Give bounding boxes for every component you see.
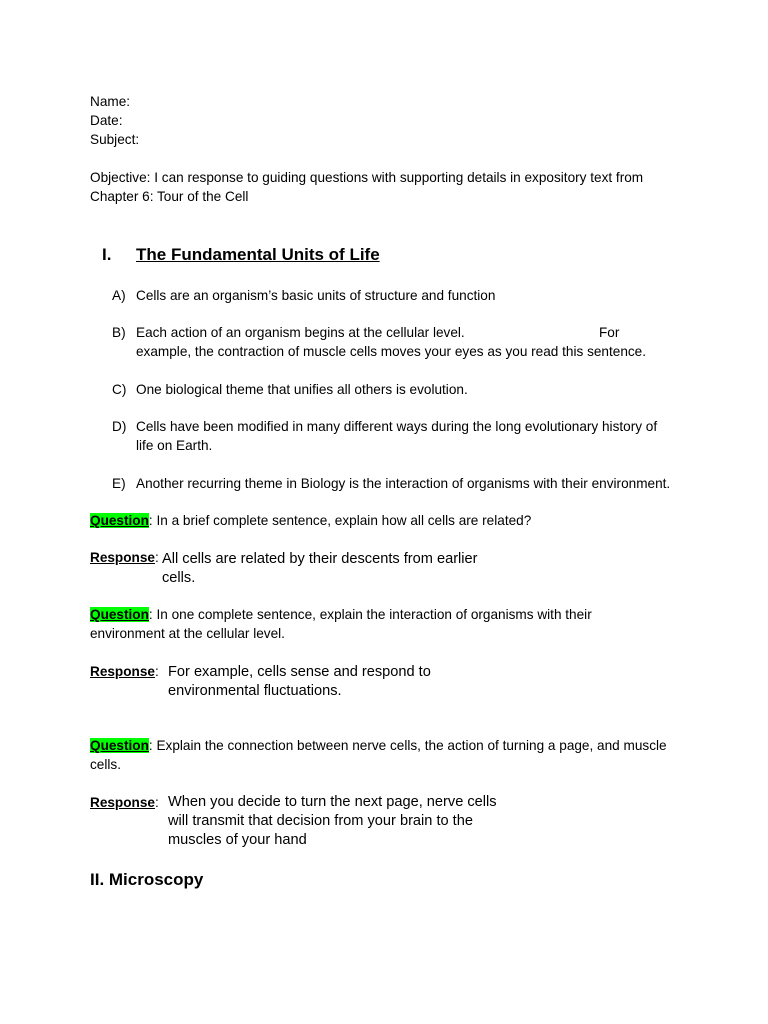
question-2	[90, 605, 592, 624]
response-2-line-2: environmental fluctuations.	[168, 683, 342, 699]
question-3	[90, 736, 667, 755]
list-item-a-text: Cells are an organism’s basic units of structure and function	[136, 288, 496, 303]
question-label: Question	[90, 738, 149, 753]
question-label: Question	[90, 513, 149, 528]
response-2-label-row	[90, 662, 159, 681]
list-item-c-text: One biological theme that unifies all others is evolution.	[136, 382, 468, 397]
question-3-line-2: cells.	[90, 757, 121, 772]
list-item-a-letter: A)	[112, 288, 126, 303]
response-label: Response	[90, 795, 155, 810]
question-2-line-2: environment at the cellular level.	[90, 626, 285, 641]
list-item-c-letter: C)	[112, 382, 127, 397]
question-1	[90, 511, 531, 530]
name-label: Name:	[90, 94, 131, 109]
response-separator: :	[154, 795, 159, 810]
response-3-line-2: will transmit that decision from your brain to the	[168, 813, 473, 829]
list-item-b-text-2: For	[599, 325, 620, 340]
section-2-title: II. Microscopy	[90, 870, 204, 889]
list-item-b-text-1: Each action of an organism begins at the cellular level.	[136, 325, 465, 340]
section-1-title: The Fundamental Units of Life	[136, 245, 380, 264]
response-separator: :	[154, 664, 159, 679]
objective-line-1: Objective: I can response to guiding questions with supporting details in expository text from	[90, 170, 644, 185]
list-item-b-text-3: example, the contraction of muscle cells moves your eyes as you read this sentence.	[136, 344, 647, 359]
question-text: : In one complete sentence, explain the interaction of organisms with their	[148, 607, 592, 622]
response-1-label-row	[90, 548, 159, 567]
response-label: Response	[90, 550, 155, 565]
list-item-d-text-2: life on Earth.	[136, 438, 213, 453]
response-3-line-3: muscles of your hand	[168, 832, 307, 848]
response-1-line-2: cells.	[162, 570, 196, 586]
question-label: Question	[90, 607, 149, 622]
list-item-d-letter: D)	[112, 419, 127, 434]
objective-line-2: Chapter 6: Tour of the Cell	[90, 189, 249, 204]
response-2-line-1: For example, cells sense and respond to	[168, 664, 431, 680]
subject-label: Subject:	[90, 132, 140, 147]
question-text: : Explain the connection between nerve cells, the action of turning a page, and muscle	[148, 738, 667, 753]
list-item-d-text-1: Cells have been modified in many different ways during the long evolutionary history of	[136, 419, 658, 434]
question-text: : In a brief complete sentence, explain how all cells are related?	[148, 513, 532, 528]
list-item-e-text: Another recurring theme in Biology is the interaction of organisms with their environment.	[136, 476, 671, 491]
response-3-label-row	[90, 793, 159, 812]
date-label: Date:	[90, 113, 123, 128]
list-item-b-letter: B)	[112, 325, 126, 340]
list-item-e-letter: E)	[112, 476, 126, 491]
response-1-line-1: All cells are related by their descents from earlier	[162, 551, 478, 567]
response-label: Response	[90, 664, 155, 679]
response-separator: :	[154, 550, 159, 565]
response-3-line-1: When you decide to turn the next page, nerve cells	[168, 794, 497, 810]
section-1-number: I.	[102, 245, 112, 264]
